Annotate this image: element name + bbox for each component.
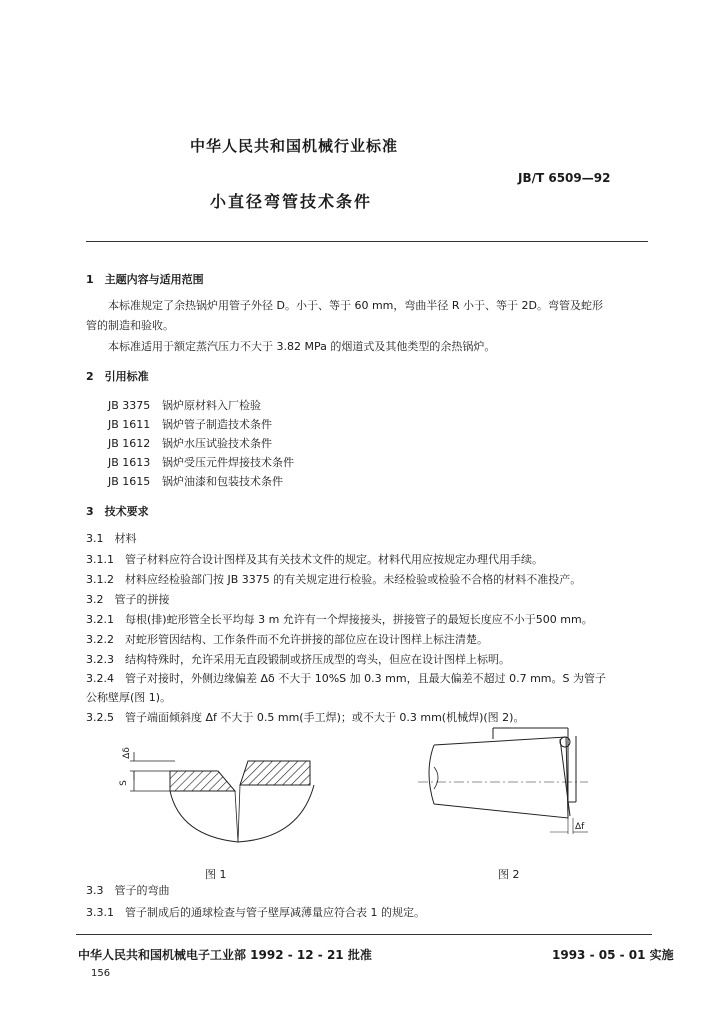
section-1-paragraph-2: 本标准适用于额定蒸汽压力不大于 3.82 MPa 的烟道式及其他类型的余热锅炉。 [108,340,496,353]
figure-1-butt-joint-drawing [100,738,340,853]
reference-title: 锅炉油漆和包装技术条件 [162,475,283,488]
reference-code: JB 1613 [108,456,151,469]
section-1-heading: 1 主题内容与适用范围 [86,273,204,286]
clause-3-2-2: 3.2.2 对蛇形管因结构、工作条件而不允许拼接的部位应在设计图样上标注清楚。 [86,633,488,646]
reference-code: JB 1612 [108,437,151,450]
section-2-heading: 2 引用标准 [86,370,149,383]
clause-3-2-3: 3.2.3 结构特殊时，允许采用无直段锻制或挤压成型的弯头，但应在设计图样上标明。 [86,653,510,666]
reference-title: 锅炉受压元件焊接技术条件 [162,456,294,469]
figure-2-caption: 图 2 [498,868,520,881]
clause-3-1: 3.1 材料 [86,532,137,545]
reference-item [108,436,272,451]
footer-divider [76,934,652,935]
reference-item [108,417,272,432]
clause-3-1-2: 3.1.2 材料应经检验部门按 JB 3375 的有关规定进行检验。未经检验或检验不合格的材料不准投产。 [86,573,582,586]
effective-date: 1993 - 05 - 01 实施 [552,948,674,962]
section-3-heading: 3 技术要求 [86,505,149,518]
reference-code: JB 3375 [108,399,151,412]
figure-1-label-s: S [118,780,129,786]
section-1-paragraph-1-line-1: 本标准规定了余热锅炉用管子外径 D。小于、等于 60 mm，弯曲半径 R 小于、等于 2D。弯管及蛇形 [108,299,603,312]
reference-title: 锅炉水压试验技术条件 [162,437,272,450]
reference-code: JB 1615 [108,475,151,488]
reference-title: 锅炉管子制造技术条件 [162,418,272,431]
page-number: 156 [91,968,111,979]
issuing-authority: 中华人民共和国机械电子工业部 1992 - 12 - 21 批准 [78,948,372,962]
standard-code: JB/T 6509—92 [518,171,611,185]
reference-item [108,474,283,489]
section-1-paragraph-1-line-2: 管的制造和验收。 [86,319,174,332]
clause-3-2-4-line-1: 3.2.4 管子对接时，外侧边缘偏差 Δδ 不大于 10%S 加 0.3 mm，且最大偏差不超过 0.7 mm。S 为管子 [86,672,606,685]
clause-3-2-4-line-2: 公称壁厚(图 1)。 [86,691,172,704]
clause-3-3-1: 3.3.1 管子制成后的通球检查与管子壁厚减薄量应符合表 1 的规定。 [86,906,425,919]
figure-1-label-delta-delta: Δδ [121,747,132,759]
clause-3-2: 3.2 管子的拼接 [86,593,170,606]
reference-code: JB 1611 [108,418,151,431]
figure-2-label-delta-f: Δf [575,822,585,832]
reference-title: 锅炉原材料入厂检验 [162,399,261,412]
reference-item [108,455,294,470]
figure-1-caption: 图 1 [205,868,227,881]
clause-3-2-5: 3.2.5 管子端面倾斜度 Δf 不大于 0.5 mm(手工焊)；或不大于 0.3 mm(机械焊)(图 2)。 [86,711,525,724]
standard-body-title: 中华人民共和国机械行业标准 [190,137,399,155]
figure-2-end-face-drawing [418,722,598,847]
reference-item [108,398,261,413]
clause-3-2-1: 3.2.1 每根(排)蛇形管全长平均每 3 m 允许有一个焊接接头，拼接管子的最短长度应不小于500 mm。 [86,613,593,626]
clause-3-1-1: 3.1.1 管子材料应符合设计图样及其有关技术文件的规定。材料代用应按规定办理代用手续。 [86,553,543,566]
clause-3-3: 3.3 管子的弯曲 [86,884,170,897]
document-title: 小直径弯管技术条件 [210,192,373,211]
header-divider [86,241,648,242]
